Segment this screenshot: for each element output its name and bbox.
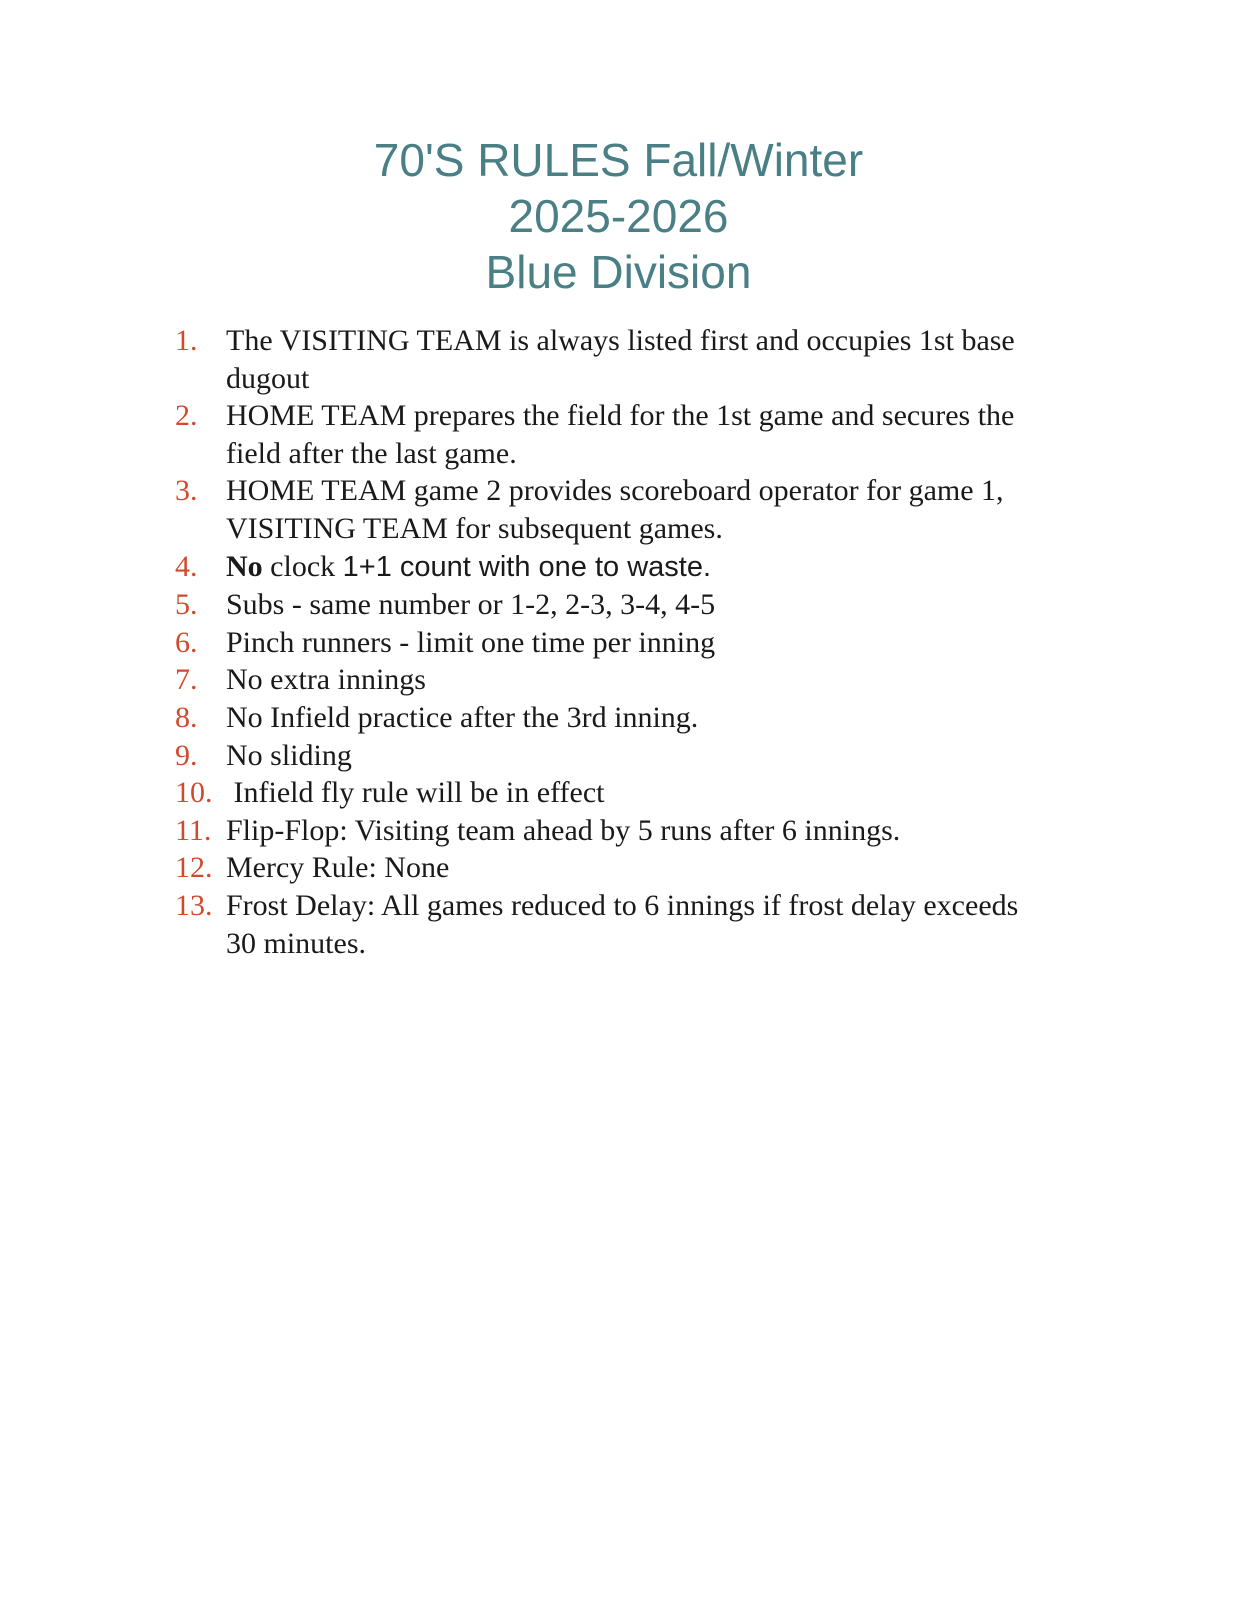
title-line-1: 70'S RULES Fall/Winter (373, 134, 864, 186)
rule-number: 2. (175, 399, 198, 433)
page-title (0, 132, 1237, 300)
rule-number: 3. (175, 474, 198, 508)
rule-text: Infield fly rule will be in effect (226, 776, 605, 810)
rule-text: HOME TEAM game 2 provides scoreboard operator for game 1, VISITING TEAM for subsequent games. (226, 474, 1004, 545)
rule-item-10 (170, 774, 1050, 812)
rule-number: 6. (175, 625, 198, 659)
rule-text: No Infield practice after the 3rd inning. (226, 700, 699, 734)
rule-item-3 (170, 472, 1050, 547)
rule-item-11 (170, 812, 1050, 850)
rule-text: HOME TEAM prepares the field for the 1st game and secures the field after the last game. (226, 399, 1015, 470)
rule-number: 5. (175, 588, 198, 622)
rule-text: Frost Delay: All games reduced to 6 innings if frost delay exceeds 30 minutes. (226, 888, 1019, 960)
rule-number: 1. (175, 324, 198, 357)
rule-item-1 (170, 322, 1050, 397)
rule-item-8 (170, 699, 1050, 737)
rules-list (170, 322, 1050, 962)
rule-item-9 (170, 737, 1050, 775)
rule-text: Mercy Rule: None (226, 851, 450, 885)
rule-item-5 (170, 586, 1050, 624)
rule-text: The VISITING TEAM is always listed first and occupies 1st base dugout (226, 324, 1015, 395)
title-line-2: 2025-2026 (508, 190, 729, 242)
rule-item-13 (170, 887, 1050, 962)
rule-text: No extra innings (226, 663, 426, 697)
rule-number: 11. (175, 813, 212, 847)
rule-number: 7. (175, 663, 198, 697)
rule-number: 13. (175, 888, 213, 922)
rule-text: clock (262, 549, 343, 583)
rule-number: 8. (175, 700, 198, 734)
rule-text-bold: No (226, 549, 263, 583)
rule-text: No sliding (226, 738, 352, 772)
rule-number: 12. (175, 851, 213, 885)
rule-item-4 (170, 548, 1050, 587)
rule-number: 9. (175, 738, 198, 772)
rule-number: 4. (175, 549, 198, 583)
title-line-3: Blue Division (485, 246, 752, 298)
rule-number: 10. (175, 776, 213, 810)
rule-item-6 (170, 624, 1050, 662)
rule-item-12 (170, 849, 1050, 887)
rule-text-sans: 1+1 count with one to waste. (342, 550, 712, 583)
rule-item-7 (170, 661, 1050, 699)
rule-text: Flip-Flop: Visiting team ahead by 5 runs after 6 innings. (226, 813, 901, 847)
rule-item-2 (170, 397, 1050, 472)
rule-text: Subs - same number or 1-2, 2-3, 3-4, 4-5 (226, 588, 716, 622)
rule-text: Pinch runners - limit one time per inning (226, 625, 716, 659)
